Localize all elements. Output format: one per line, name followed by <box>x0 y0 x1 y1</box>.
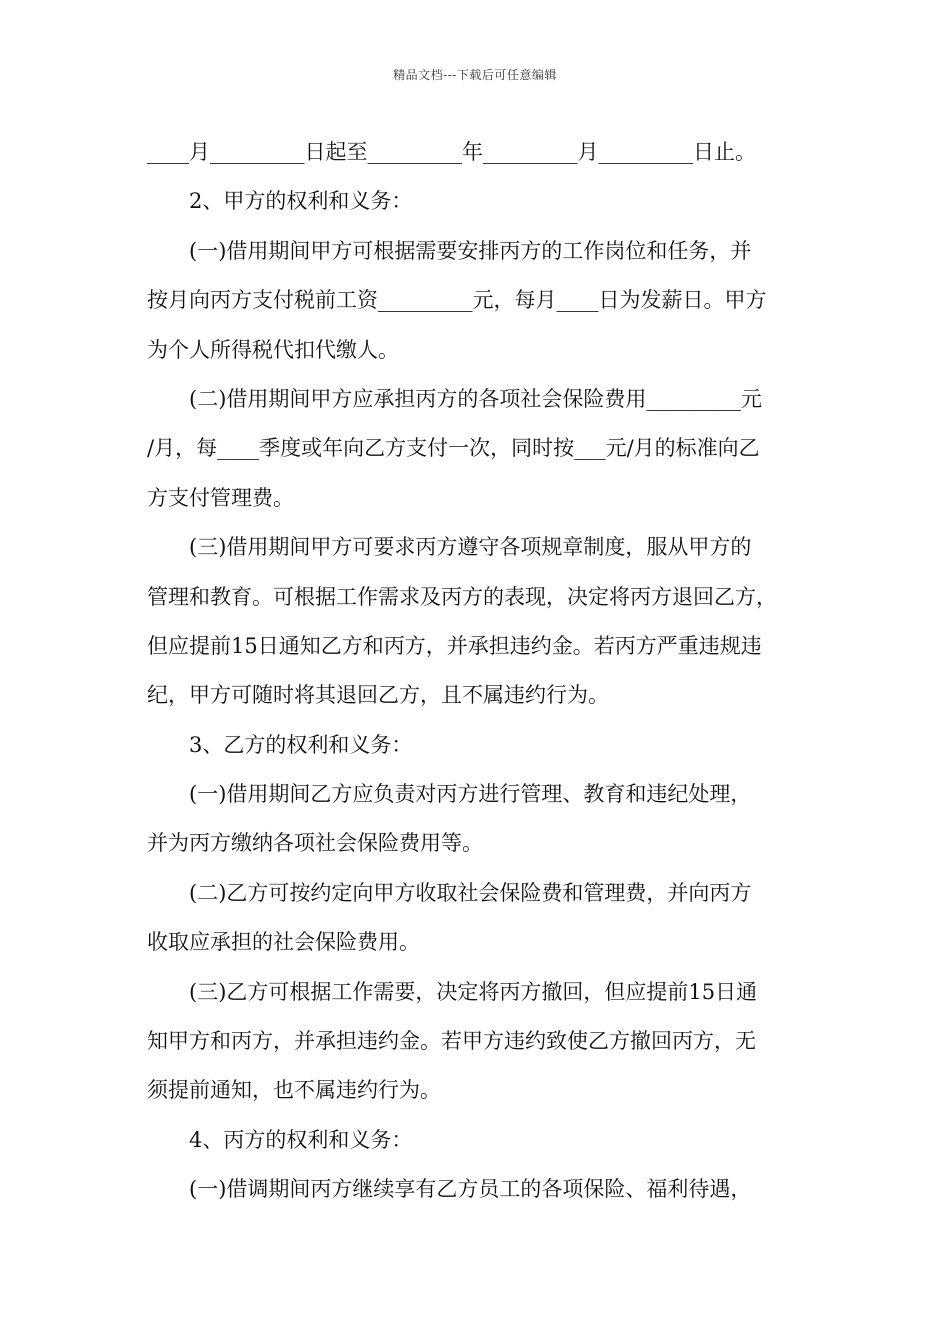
text-line: 并为丙方缴纳各项社会保险费用等。 <box>147 831 483 856</box>
text-line: 3、乙方的权利和义务： <box>189 732 413 757</box>
text-line: (三)乙方可根据工作需要，决定将丙方撤回，但应提前15日通 <box>189 979 758 1004</box>
text-line: 方支付管理费。 <box>147 485 294 510</box>
text-line: 按月向丙方支付税前工资_________元，每月____日为发薪日。甲方 <box>147 288 767 313</box>
text-line: (一)借调期间丙方继续享有乙方员工的各项保险、福利待遇， <box>189 1177 752 1202</box>
text-line: 但应提前15日通知乙方和丙方，并承担违约金。若丙方严重违规违 <box>147 633 762 658</box>
text-line: 管理和教育。可根据工作需求及丙方的表现，决定将丙方退回乙方， <box>147 584 777 609</box>
text-line: (三)借用期间甲方可要求丙方遵守各项规章制度，服从甲方的 <box>189 535 752 560</box>
text-line: (二)乙方可按约定向甲方收取社会保险费和管理费，并向丙方 <box>189 880 752 905</box>
text-line: ____月_________日起至_________年_________月_________日止。 <box>147 140 756 164</box>
text-line: 纪，甲方可随时将其退回乙方，且不属违约行为。 <box>147 683 609 708</box>
text-line: 2、甲方的权利和义务： <box>189 189 413 214</box>
text-line: (一)借用期间乙方应负责对丙方进行管理、教育和违纪处理， <box>189 782 752 807</box>
text-line: 须提前通知，也不属违约行为。 <box>147 1078 441 1103</box>
page-header: 精品文档---下载后可任意编辑 <box>393 68 557 82</box>
text-line: (二)借用期间甲方应承担丙方的各项社会保险费用_________元 <box>189 386 762 411</box>
text-line: /月，每____季度或年向乙方支付一次，同时按___元/月的标准向乙 <box>147 436 760 461</box>
text-line: 4、丙方的权利和义务： <box>189 1127 413 1152</box>
text-line: 知甲方和丙方，并承担违约金。若甲方违约致使乙方撤回丙方，无 <box>147 1029 756 1054</box>
document-body <box>147 128 812 1215</box>
text-line: 收取应承担的社会保险费用。 <box>147 930 420 955</box>
text-line: (一)借用期间甲方可根据需要安排丙方的工作岗位和任务，并 <box>189 238 752 263</box>
text-line: 为个人所得税代扣代缴人。 <box>147 337 399 362</box>
